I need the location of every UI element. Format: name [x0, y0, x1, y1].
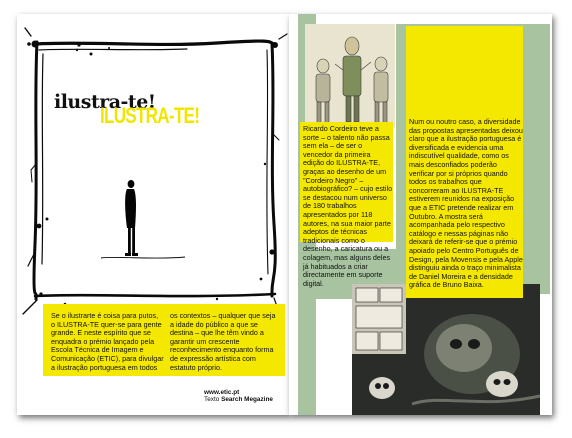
credit-url: www.etic.pt	[204, 389, 240, 396]
headline-lowercase: ilustra-te!	[54, 91, 156, 113]
page-credit	[204, 389, 273, 404]
headline-uppercase-yellow: ILUSTRA-TE!	[100, 103, 200, 128]
left-column-1-text: Se o ilustrarte é coisa para putos, o ILUSTRA-TE quer-se para gente grande. E neste espírito que se enquadra o prémio lançado pela Escola Técnica de Imagem e Comunicação (ETIC), para divulgar a ilustração portuguesa em todos	[51, 311, 164, 372]
left-column-2-text: os contextos – qualquer que seja a idade do público a que se destina – que lhe têm vindo a garantir um crescente reconhecimento enquanto forma de expressão artística com estatuto próprio.	[170, 311, 276, 372]
caricature-illustration	[305, 24, 395, 128]
right-column-1-text: Ricardo Cordeiro teve a sorte – o talento não passa sem ela – de ser o vencedor da primeira edição do ILUSTRA-TE, graças ao desenho de um "Cordeiro Negro" – autobiográfico? – cujo estilo se destacou num universo de 180 trabalhos apresentados por 118 autores, na sua maior parte adeptos de técnicas tradicionais como o desenho, a caricatura ou a colagem, mas alguns deles já habituados a criar directamente em suporte digital.	[303, 124, 393, 288]
left-magazine-page	[17, 14, 289, 415]
right-magazine-page	[289, 14, 552, 415]
credit-source: Search Megazine	[221, 396, 273, 404]
skull-comic-illustration	[352, 284, 540, 415]
right-column-2-text: Num ou noutro caso, a diversidade das propostas apresentadas deixou claro que a ilustração portuguesa é diversificada e evidencia uma indiscutível qualidade, como os mais desconfiados poderão verificar por si próprios quando todos os trabalhos que concorreram ao ILUSTRA-TE estiverem reunidos na exposição que a ETIC pretende realizar em Outubro. A mostra será acompanhada pelo respectivo catálogo e nessas páginas não deixará de referir-se que o prémio apoiado pelo Centro Português de Design, pela Movensis e pela Apple distinguiu ainda o traço minimalista de Daniel Moreira e a densidade gráfica de Bruno Baixa.	[409, 117, 523, 290]
credit-prefix: Texto	[204, 396, 220, 404]
